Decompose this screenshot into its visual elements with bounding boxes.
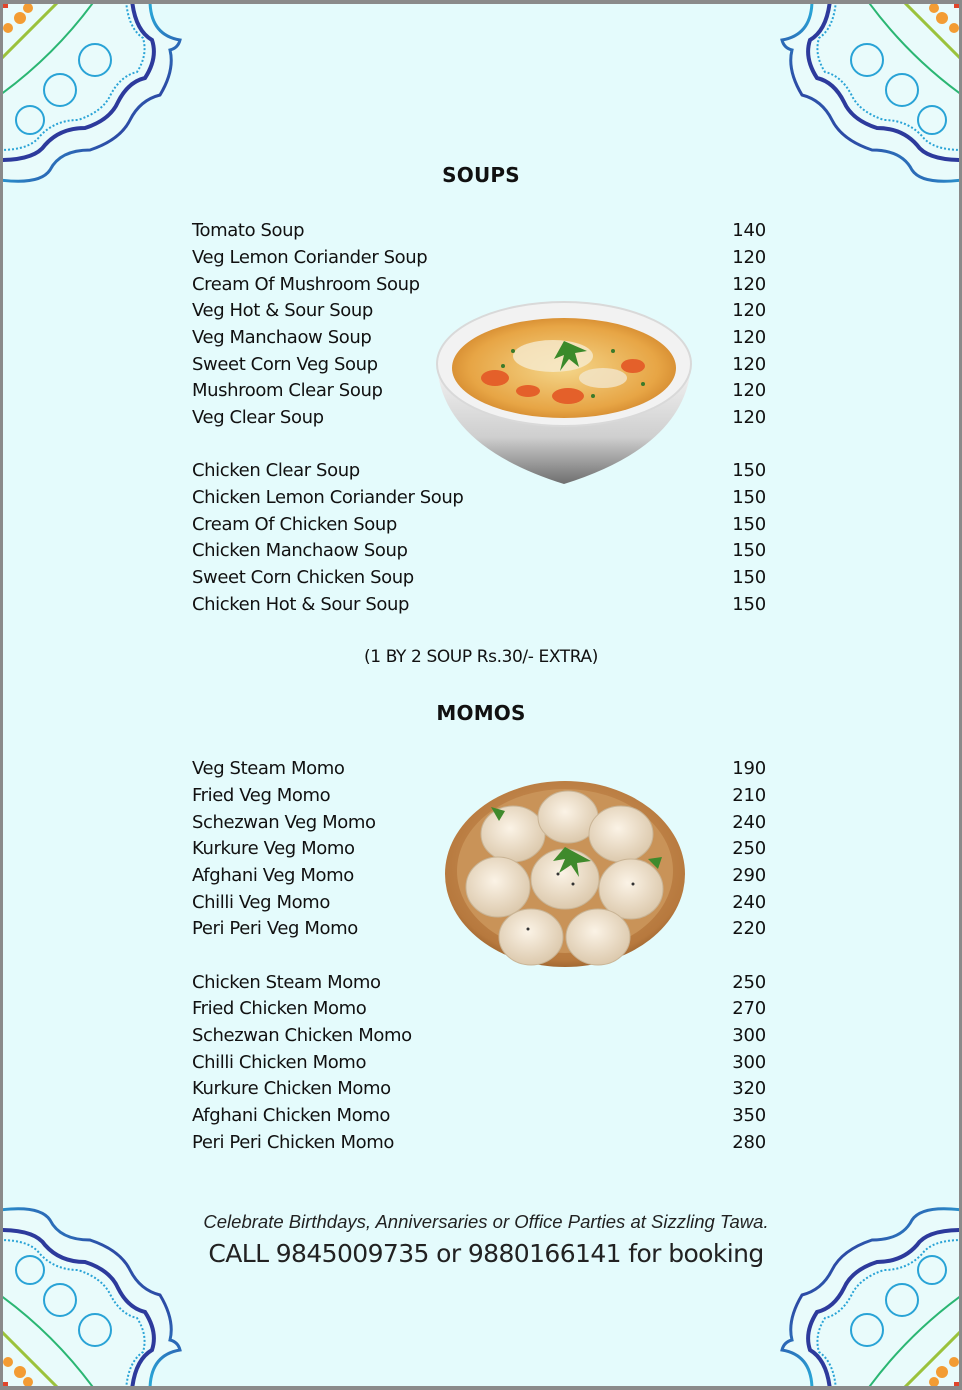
item-name: Chilli Veg Momo: [192, 891, 330, 913]
menu-item-row: [192, 351, 766, 377]
item-name: Fried Chicken Momo: [192, 997, 367, 1019]
item-name: Schezwan Veg Momo: [192, 811, 376, 833]
booking-phone-text: CALL 9845009735 or 9880166141 for booking: [208, 1239, 764, 1268]
item-name: Cream Of Chicken Soup: [192, 513, 397, 535]
menu-item-row: [192, 591, 766, 617]
menu-item-row: [192, 915, 766, 941]
item-name: Veg Hot & Sour Soup: [192, 299, 373, 321]
item-name: Chicken Steam Momo: [192, 971, 381, 993]
item-name: Fried Veg Momo: [192, 784, 331, 806]
item-price: 150: [732, 593, 766, 615]
item-name: Sweet Corn Chicken Soup: [192, 566, 414, 588]
soup-extra-note: (1 BY 2 SOUP Rs.30/- EXTRA): [364, 647, 598, 667]
menu-item-row: [192, 1075, 766, 1101]
item-name: Cream Of Mushroom Soup: [192, 273, 420, 295]
menu-item-row: [192, 995, 766, 1021]
item-name: Veg Manchaow Soup: [192, 326, 372, 348]
menu-item-row: [192, 537, 766, 563]
item-name: Sweet Corn Veg Soup: [192, 353, 378, 375]
item-price: 120: [732, 406, 766, 428]
menu-item-row: [192, 889, 766, 915]
item-name: Peri Peri Veg Momo: [192, 917, 358, 939]
item-name: Chicken Clear Soup: [192, 459, 360, 481]
item-price: 150: [732, 486, 766, 508]
footer-tagline: Celebrate Birthdays, Anniversaries or Office Parties at Sizzling Tawa.: [203, 1211, 769, 1232]
menu-item-row: [192, 835, 766, 861]
menu-item-row: [192, 404, 766, 430]
menu-item-row: [192, 297, 766, 323]
menu-item-row: [192, 377, 766, 403]
item-price: 270: [732, 997, 766, 1019]
menu-item-row: [192, 244, 766, 270]
item-price: 120: [732, 379, 766, 401]
item-price: 250: [732, 971, 766, 993]
menu-item-row: [192, 809, 766, 835]
item-name: Veg Clear Soup: [192, 406, 324, 428]
mandala-corner-icon: [777, 4, 959, 185]
item-name: Chicken Hot & Sour Soup: [192, 593, 409, 615]
menu-item-row: [192, 1129, 766, 1155]
menu-item-row: [192, 755, 766, 781]
menu-item-row: [192, 1022, 766, 1048]
menu-item-row: [192, 564, 766, 590]
item-name: Kurkure Veg Momo: [192, 837, 355, 859]
item-price: 150: [732, 539, 766, 561]
item-price: 150: [732, 513, 766, 535]
item-name: Tomato Soup: [192, 219, 305, 241]
item-price: 240: [732, 811, 766, 833]
soups-heading: SOUPS: [442, 163, 520, 187]
item-name: Chicken Manchaow Soup: [192, 539, 408, 561]
item-price: 120: [732, 273, 766, 295]
item-price: 120: [732, 326, 766, 348]
menu-item-row: [192, 1102, 766, 1128]
item-name: Veg Lemon Coriander Soup: [192, 246, 428, 268]
momos-heading: MOMOS: [436, 701, 526, 725]
item-price: 240: [732, 891, 766, 913]
item-price: 220: [732, 917, 766, 939]
item-name: Afghani Veg Momo: [192, 864, 354, 886]
menu-item-row: [192, 324, 766, 350]
menu-item-row: [192, 484, 766, 510]
menu-item-row: [192, 862, 766, 888]
menu-item-row: [192, 1049, 766, 1075]
item-name: Chicken Lemon Coriander Soup: [192, 486, 464, 508]
item-name: Peri Peri Chicken Momo: [192, 1131, 394, 1153]
item-price: 150: [732, 459, 766, 481]
item-price: 280: [732, 1131, 766, 1153]
item-price: 350: [732, 1104, 766, 1126]
item-name: Chilli Chicken Momo: [192, 1051, 367, 1073]
item-price: 120: [732, 299, 766, 321]
menu-page: [3, 4, 959, 1386]
menu-item-row: [192, 457, 766, 483]
item-price: 140: [732, 219, 766, 241]
item-price: 190: [732, 757, 766, 779]
menu-item-row: [192, 217, 766, 243]
item-name: Schezwan Chicken Momo: [192, 1024, 412, 1046]
item-price: 300: [732, 1051, 766, 1073]
item-price: 120: [732, 353, 766, 375]
item-name: Veg Steam Momo: [192, 757, 345, 779]
menu-item-row: [192, 969, 766, 995]
item-price: 320: [732, 1077, 766, 1099]
item-price: 290: [732, 864, 766, 886]
item-name: Kurkure Chicken Momo: [192, 1077, 391, 1099]
item-price: 150: [732, 566, 766, 588]
item-name: Mushroom Clear Soup: [192, 379, 383, 401]
menu-item-row: [192, 271, 766, 297]
mandala-corner-icon: [3, 4, 185, 185]
item-name: Afghani Chicken Momo: [192, 1104, 390, 1126]
item-price: 120: [732, 246, 766, 268]
item-price: 210: [732, 784, 766, 806]
item-price: 300: [732, 1024, 766, 1046]
menu-item-row: [192, 511, 766, 537]
item-price: 250: [732, 837, 766, 859]
menu-item-row: [192, 782, 766, 808]
